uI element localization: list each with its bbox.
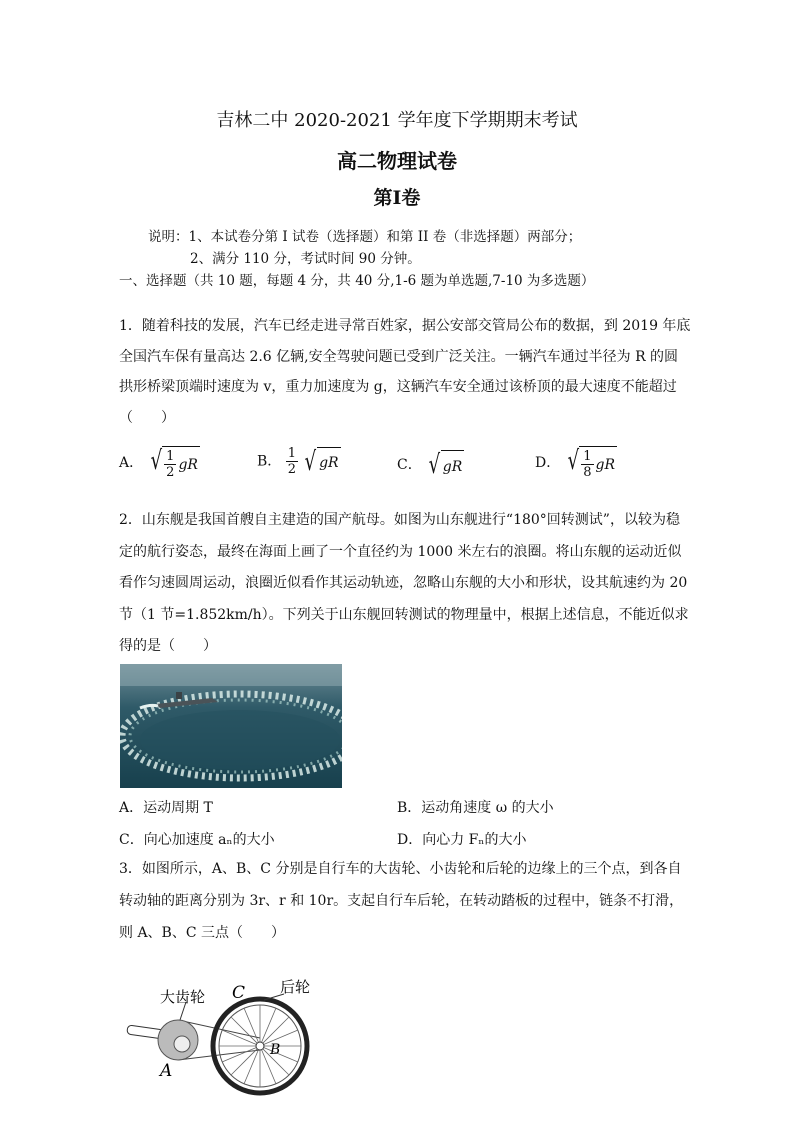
instructions-item-1: 1、本试卷分第 I 试卷（选择题）和第 II 卷（非选择题）两部分； (188, 229, 582, 245)
fraction-numerator: 1 (166, 449, 175, 464)
option-label: A． (119, 455, 144, 471)
label-big-gear: 大齿轮 (160, 988, 206, 1006)
bicycle-gear-figure (120, 968, 340, 1123)
fraction-denominator: 2 (166, 465, 175, 480)
variable: gR (178, 456, 198, 473)
instructions-item-2: 2、满分 110 分，考试时间 90 分钟。 (190, 251, 421, 267)
question-1-line: （ ） (119, 409, 175, 426)
question-1-line: 全国汽车保有量高达 2.6 亿辆,安全驾驶问题已受到广泛关注。一辆汽车通过半径为 R 的圆 (119, 348, 679, 365)
question-2-line: 2．山东舰是我国首艘自主建造的国产航母。如图为山东舰进行“180°回转测试”，以较为稳 (119, 512, 680, 528)
label-point-b: B (270, 1042, 281, 1058)
q2-option-b: B．运动角速度 ω 的大小 (397, 800, 554, 816)
q1-option-a (119, 446, 200, 480)
variable: gR (595, 456, 616, 473)
instructions-label: 说明： (148, 229, 189, 245)
q1-option-d (535, 446, 617, 480)
part-title: 第Ⅰ卷 (373, 187, 421, 209)
subject-title: 高二物理试卷 (337, 149, 457, 173)
option-label: B． (257, 453, 282, 470)
question-1 (119, 311, 691, 433)
fraction-numerator: 1 (287, 446, 297, 461)
question-1-line: 拱形桥梁顶端时速度为 v，重力加速度为 g，这辆汽车安全通过该桥顶的最大速度不能超过 (119, 379, 677, 395)
sqrt-expression: √ $\frac{1}{2}$ gR (150, 446, 198, 480)
fraction-denominator: 8 (583, 465, 592, 480)
question-1-line: 1．随着科技的发展，汽车已经走进寻常百姓家，据公安部交管局公布的数据，到 2019 年底 (119, 318, 691, 334)
question-3-line: 则 A、B、C 三点（ ） (119, 925, 286, 941)
question-3-line: 3．如图所示，A、B、C 分别是自行车的大齿轮、小齿轮和后轮的边缘上的三个点，到各自 (119, 861, 682, 877)
question-2-line: 节（1 节=1.852km/h）。下列关于山东舰回转测试的物理量中，根据上述信息，不能近似求 (119, 606, 689, 623)
label-point-c: C (232, 983, 246, 1003)
q1-option-b (257, 446, 341, 477)
exam-title: 吉林二中 2020-2021 学年度下学期期末考试 (216, 110, 578, 131)
section-heading: 一、选择题（共 10 题，每题 4 分，共 40 分,1-6 题为单选题,7-10 为多选题） (119, 273, 595, 289)
question-3-line: 转动轴的距离分别为 3r、r 和 10r。支起自行车后轮，在转动踏板的过程中，链条不打滑， (119, 893, 684, 909)
option-label: C． (397, 457, 422, 473)
sqrt-expression: √ $\frac{1}{8}$ gR (567, 446, 616, 480)
variable: gR (442, 458, 463, 475)
question-3 (119, 853, 684, 949)
q2-option-c: C．向心加速度 aₙ的大小 (119, 832, 275, 848)
q2-option-d: D．向心力 Fₙ的大小 (397, 832, 527, 848)
option-label: D． (535, 455, 561, 471)
carrier-wake-photo (120, 664, 342, 788)
q1-option-c (397, 450, 464, 480)
q2-option-a: A．运动周期 T (119, 800, 213, 816)
question-2-line: 得的是（ ） (119, 638, 217, 654)
label-rear-wheel: 后轮 (280, 978, 311, 996)
question-2-line: 看作匀速圆周运动，浪圈近似看作其运动轨迹，忽略山东舰的大小和形状，设其航速约为 20 (119, 575, 688, 591)
question-2-line: 定的航行姿态，最终在海面上画了一个直径约为 1000 米左右的浪圈。将山东舰的运动近似 (119, 543, 682, 560)
sqrt-expression: √ gR (428, 450, 463, 480)
question-2 (119, 505, 689, 663)
instructions-line-1 (148, 225, 581, 245)
variable: gR (319, 455, 339, 471)
fraction-denominator: 2 (287, 462, 297, 477)
label-point-a: A (160, 1061, 173, 1081)
fraction-numerator: 1 (583, 449, 592, 464)
sqrt-expression: √ gR (304, 446, 339, 477)
